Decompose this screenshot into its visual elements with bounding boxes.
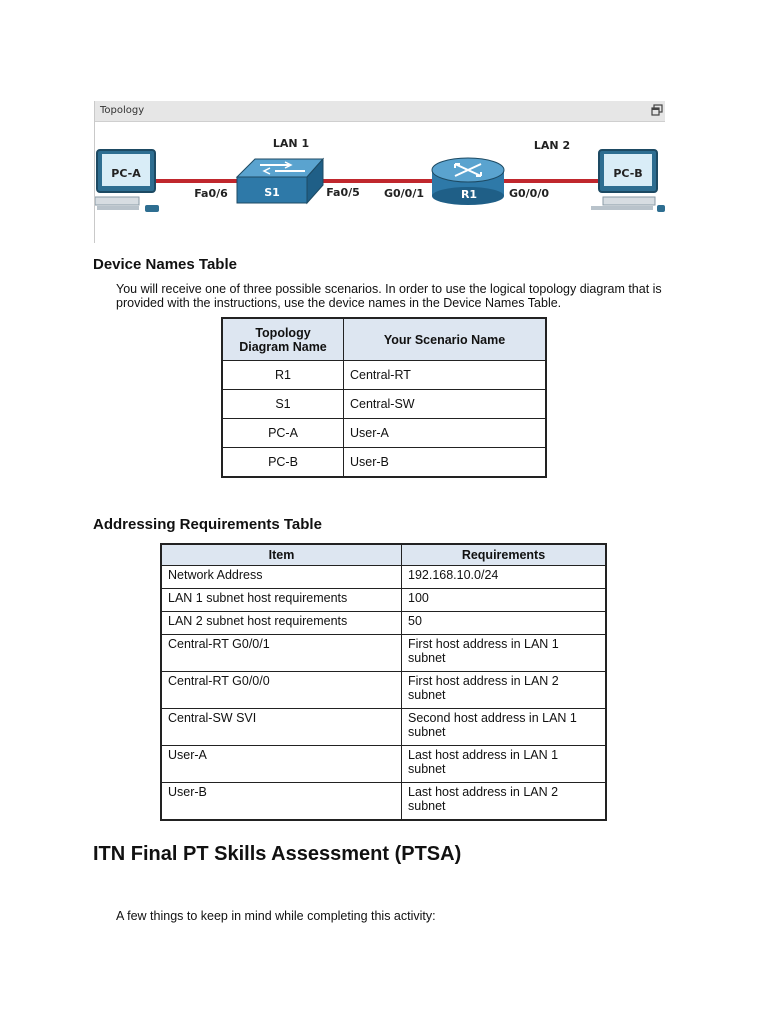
item-cell: LAN 1 subnet host requirements xyxy=(161,589,402,612)
item-cell: User-B xyxy=(161,783,402,821)
item-cell: Central-RT G0/0/1 xyxy=(161,635,402,672)
header-your-scenario-name: Your Scenario Name xyxy=(344,318,547,361)
requirement-cell: 100 xyxy=(402,589,607,612)
pc-b-label: PC-B xyxy=(613,167,643,180)
scenario-name-cell: User-A xyxy=(344,419,547,448)
scenario-name-cell: Central-RT xyxy=(344,361,547,390)
item-cell: Central-RT G0/0/0 xyxy=(161,672,402,709)
topology-panel xyxy=(94,101,665,243)
header-topology-diagram-name: Topology Diagram Name xyxy=(222,318,344,361)
requirement-cell: First host address in LAN 2 subnet xyxy=(402,672,607,709)
table-row xyxy=(222,419,546,448)
topology-name-cell: R1 xyxy=(222,361,344,390)
requirement-cell: First host address in LAN 1 subnet xyxy=(402,635,607,672)
header-requirements: Requirements xyxy=(402,544,607,566)
port-label-g0-0-0: G0/0/0 xyxy=(508,187,550,200)
item-cell: LAN 2 subnet host requirements xyxy=(161,612,402,635)
scenario-name-cell: Central-SW xyxy=(344,390,547,419)
header-item: Item xyxy=(161,544,402,566)
table-row xyxy=(161,612,606,635)
item-cell: User-A xyxy=(161,746,402,783)
requirement-cell: Last host address in LAN 1 subnet xyxy=(402,746,607,783)
table-row xyxy=(161,783,606,821)
device-names-table xyxy=(221,317,547,478)
pc-b-icon xyxy=(591,150,665,212)
topology-name-cell: PC-A xyxy=(222,419,344,448)
table-row xyxy=(161,635,606,672)
requirement-cell: Last host address in LAN 2 subnet xyxy=(402,783,607,821)
table-row xyxy=(222,448,546,478)
topology-diagram xyxy=(95,122,665,243)
table-header-row xyxy=(222,318,546,361)
table-row xyxy=(161,746,606,783)
s1-label: S1 xyxy=(264,186,280,199)
item-cell: Network Address xyxy=(161,566,402,589)
device-names-heading: Device Names Table xyxy=(93,256,237,273)
device-names-intro: You will receive one of three possible scenarios. In order to use the logical topology diagram that is provided with the instructions, use the device names in the Device Names Table. xyxy=(116,282,662,310)
port-label-fa0-6: Fa0/6 xyxy=(194,187,228,200)
lan2-label: LAN 2 xyxy=(533,139,571,152)
pc-a-label: PC-A xyxy=(111,167,141,180)
scenario-name-cell: User-B xyxy=(344,448,547,478)
r1-label: R1 xyxy=(460,188,478,201)
table-row xyxy=(161,709,606,746)
assessment-title: ITN Final PT Skills Assessment (PTSA) xyxy=(93,843,462,865)
table-row xyxy=(222,390,546,419)
requirement-cell: 50 xyxy=(402,612,607,635)
pc-a-icon xyxy=(95,150,159,212)
topology-name-cell: PC-B xyxy=(222,448,344,478)
switch-s1-icon xyxy=(237,159,323,203)
table-row xyxy=(222,361,546,390)
port-label-g0-0-1: G0/0/1 xyxy=(383,187,425,200)
port-label-fa0-5: Fa0/5 xyxy=(326,186,360,199)
lan1-label: LAN 1 xyxy=(272,137,310,150)
table-row xyxy=(161,589,606,612)
addressing-heading: Addressing Requirements Table xyxy=(93,516,322,533)
topology-title: Topology xyxy=(100,105,145,116)
assessment-intro: A few things to keep in mind while completing this activity: xyxy=(116,909,436,923)
topology-title-bar xyxy=(95,101,665,122)
requirement-cell: Second host address in LAN 1 subnet xyxy=(402,709,607,746)
table-row xyxy=(161,672,606,709)
item-cell: Central-SW SVI xyxy=(161,709,402,746)
table-header-row xyxy=(161,544,606,566)
restore-window-icon[interactable] xyxy=(651,104,663,116)
requirement-cell: 192.168.10.0/24 xyxy=(402,566,607,589)
topology-name-cell: S1 xyxy=(222,390,344,419)
table-row xyxy=(161,566,606,589)
addressing-requirements-table xyxy=(160,543,607,821)
